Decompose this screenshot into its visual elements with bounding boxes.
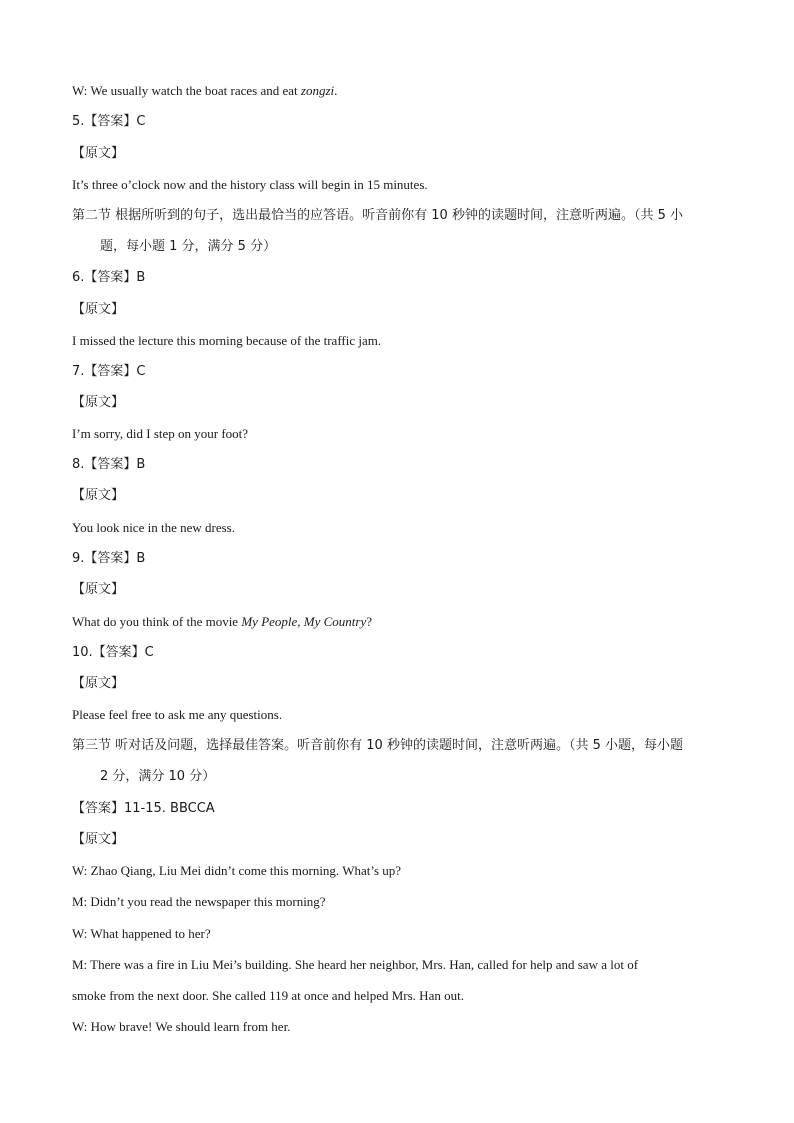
dialogue-line-boat-races	[72, 82, 337, 100]
answer-9: 9.【答案】B	[72, 551, 146, 566]
italic-term-zongzi: zongzi	[300, 83, 335, 98]
answer-6: 6.【答案】B	[72, 270, 146, 285]
transcript-label: 【原文】	[72, 146, 125, 161]
text-segment: .	[334, 83, 338, 98]
text-segment: W: We usually watch the boat races and eat	[72, 83, 301, 98]
section-2-heading-cont: 题，每小题 1 分，满分 5 分）	[100, 239, 277, 254]
answer-10: 10.【答案】C	[72, 645, 154, 660]
section-3-heading: 第三节 听对话及问题，选择最佳答案。听音前你有 10 秒钟的读题时间，注意听两遍。（共 5 小题，每小题	[72, 738, 683, 753]
transcript-label: 【原文】	[72, 676, 125, 691]
transcript-label: 【原文】	[72, 395, 125, 410]
transcript-6: I missed the lecture this morning because of the traffic jam.	[72, 333, 382, 348]
transcript-5: It’s three o’clock now and the history class will begin in 15 minutes.	[72, 177, 428, 192]
dialogue-line: M: Didn’t you read the newspaper this morning?	[72, 894, 326, 909]
section-2-heading: 第二节 根据所听到的句子，选出最恰当的应答语。听音前你有 10 秒钟的读题时间，注意听两遍。（共 5 小	[72, 208, 683, 223]
text-segment: What do you think of the movie	[72, 614, 242, 629]
transcript-label: 【原文】	[72, 302, 125, 317]
answer-7: 7.【答案】C	[72, 364, 146, 379]
transcript-7: I’m sorry, did I step on your foot?	[72, 426, 249, 441]
transcript-10: Please feel free to ask me any questions.	[72, 707, 283, 722]
transcript-label: 【原文】	[72, 832, 125, 847]
answer-11-15: 【答案】11-15. BBCCA	[72, 801, 215, 816]
section-3-heading-cont: 2 分，满分 10 分）	[100, 769, 216, 784]
dialogue-line: M: There was a fire in Liu Mei’s building. She heard her neighbor, Mrs. Han, called for help and saw a lot of	[72, 957, 639, 972]
answer-8: 8.【答案】B	[72, 457, 146, 472]
transcript-label: 【原文】	[72, 488, 125, 503]
italic-movie-title: My People, My Country	[241, 614, 367, 629]
transcript-8: You look nice in the new dress.	[72, 520, 235, 535]
dialogue-line: W: Zhao Qiang, Liu Mei didn’t come this morning. What’s up?	[72, 863, 402, 878]
text-segment: ?	[366, 614, 373, 629]
dialogue-line: smoke from the next door. She called 119 at once and helped Mrs. Han out.	[72, 988, 464, 1003]
dialogue-line: W: What happened to her?	[72, 926, 211, 941]
transcript-9	[72, 613, 372, 631]
dialogue-line: W: How brave! We should learn from her.	[72, 1019, 291, 1034]
transcript-label: 【原文】	[72, 582, 125, 597]
answer-5: 5.【答案】C	[72, 114, 146, 129]
